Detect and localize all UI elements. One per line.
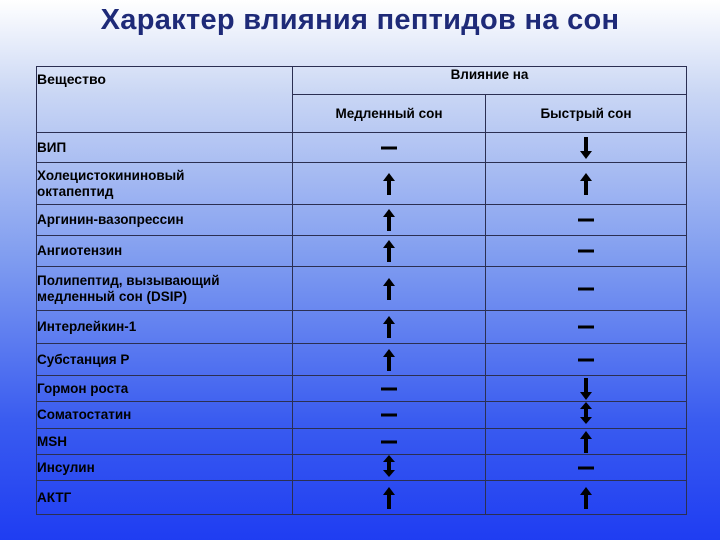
fast-sleep-effect-cell [486,429,687,455]
no-change-dash-icon [381,387,397,390]
header-effect: Влияние на [293,67,687,95]
peptide-sleep-table [36,66,687,515]
no-change-dash-icon [578,326,594,329]
substance-name [37,402,293,429]
table-row [37,376,687,402]
slow-sleep-effect-cell [293,267,486,311]
substance-name [37,267,293,311]
increase-decrease-arrow-icon [382,455,396,481]
table-row [37,429,687,455]
table-row [37,267,687,311]
fast-sleep-effect-cell [486,344,687,376]
increase-decrease-arrow-icon [579,402,593,428]
fast-sleep-effect-cell [486,236,687,267]
table-row [37,481,687,515]
increase-arrow-icon [382,487,396,509]
table-row [37,133,687,163]
slow-sleep-effect-cell [293,163,486,205]
substance-name-line: Аргинин-вазопрессин [37,212,184,227]
decrease-arrow-icon [579,137,593,159]
table-row [37,205,687,236]
substance-name-line: MSH [37,433,67,449]
page-title: Характер влияния пептидов на сон [100,4,620,36]
substance-name [37,376,293,402]
table-row [37,236,687,267]
fast-sleep-effect-cell [486,311,687,344]
header-substance: Вещество [37,67,293,133]
fast-sleep-effect-cell [486,402,687,429]
substance-name-line: Гормон роста [37,380,129,396]
no-change-dash-icon [381,146,397,149]
fast-sleep-effect-cell [486,163,687,205]
substance-name [37,133,293,163]
increase-arrow-icon [382,209,396,231]
substance-name-line: Инсулин [37,459,95,475]
substance-name-line: Полипептид, вызывающий [37,272,220,288]
no-change-dash-icon [381,440,397,443]
increase-arrow-icon [579,173,593,195]
slow-sleep-effect-cell [293,236,486,267]
slow-sleep-effect-cell [293,481,486,515]
increase-arrow-icon [382,173,396,195]
increase-arrow-icon [579,431,593,453]
slow-sleep-effect-cell [293,402,486,429]
substance-name-line: Субстанция Р [37,351,130,367]
slow-sleep-effect-cell [293,133,486,163]
slow-sleep-effect-cell [293,205,486,236]
increase-arrow-icon [579,487,593,509]
substance-name-line: ВИП [37,139,67,155]
slow-sleep-effect-cell [293,311,486,344]
slow-sleep-effect-cell [293,376,486,402]
substance-name-line: Соматостатин [37,407,132,422]
decrease-arrow-icon [579,378,593,400]
no-change-dash-icon [578,287,594,290]
increase-arrow-icon [382,349,396,371]
slow-sleep-effect-cell [293,455,486,481]
substance-name-line: АКТГ [37,489,72,505]
column-header-fast-sleep: Быстрый сон [486,95,687,133]
no-change-dash-icon [381,414,397,417]
table-row [37,163,687,205]
table-row [37,455,687,481]
substance-name [37,344,293,376]
substance-name-line: октапептид [37,183,114,199]
fast-sleep-effect-cell [486,376,687,402]
substance-name [37,311,293,344]
substance-name-line: Ангиотензин [37,243,123,258]
table-row [37,311,687,344]
no-change-dash-icon [578,219,594,222]
increase-arrow-icon [382,316,396,338]
increase-arrow-icon [382,278,396,300]
no-change-dash-icon [578,250,594,253]
column-header-slow-sleep: Медленный сон [293,95,486,133]
fast-sleep-effect-cell [486,481,687,515]
increase-arrow-icon [382,240,396,262]
no-change-dash-icon [578,358,594,361]
fast-sleep-effect-cell [486,133,687,163]
substance-name [37,429,293,455]
slow-sleep-effect-cell [293,429,486,455]
fast-sleep-effect-cell [486,455,687,481]
substance-name-line: Интерлейкин-1 [37,319,137,334]
substance-name [37,163,293,205]
fast-sleep-effect-cell [486,267,687,311]
table-row [37,344,687,376]
substance-name-line: медленный сон (DSIP) [37,288,188,304]
fast-sleep-effect-cell [486,205,687,236]
slow-sleep-effect-cell [293,344,486,376]
substance-name [37,205,293,236]
substance-name [37,481,293,515]
table-row [37,402,687,429]
substance-name [37,455,293,481]
substance-name [37,236,293,267]
substance-name-line: Холецистокининовый [37,167,185,183]
no-change-dash-icon [578,466,594,469]
